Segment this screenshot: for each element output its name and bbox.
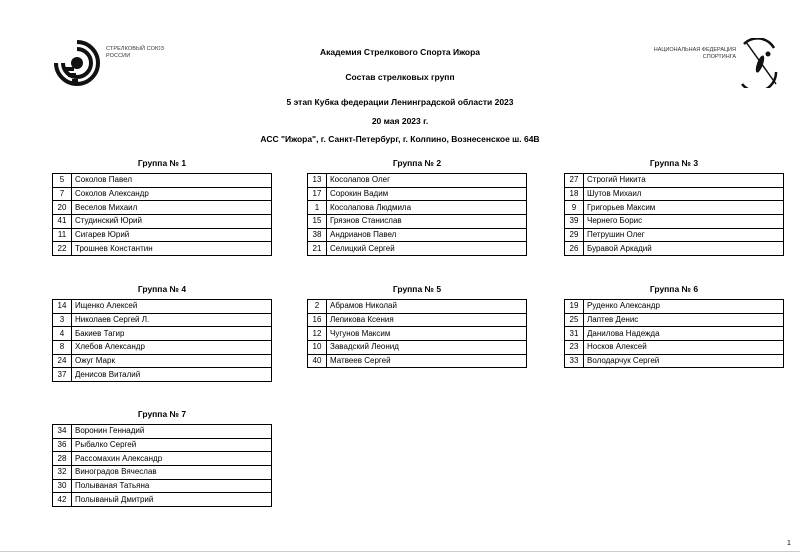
group-2 [307,157,527,256]
table-row [565,341,784,355]
shooter-number: 42 [53,493,72,507]
shooter-name: Абрамов Николай [327,300,527,314]
shooter-number: 12 [308,327,327,341]
group-table [52,299,272,382]
shooter-number: 24 [53,354,72,368]
shooter-name: Сорокин Вадим [327,187,527,201]
shooter-number: 30 [53,479,72,493]
table-row [53,466,272,480]
shooter-name: Бакиев Тагир [72,327,272,341]
shooter-name: Грязнов Станислав [327,215,527,229]
shooter-number: 1 [308,201,327,215]
shooter-name: Шутов Михаил [584,187,784,201]
shooter-name: Рассомахин Александр [72,452,272,466]
shooter-name: Косолапов Олег [327,174,527,188]
table-row [308,313,527,327]
table-row [308,341,527,355]
table-row [53,187,272,201]
shooter-number: 22 [53,242,72,256]
table-row [308,228,527,242]
shooter-number: 16 [308,313,327,327]
table-row [53,438,272,452]
group-5 [307,283,527,368]
shooter-name: Рыбалко Сергей [72,438,272,452]
shooter-number: 32 [53,466,72,480]
table-row [565,215,784,229]
group-table [564,299,784,368]
shooter-number: 11 [53,228,72,242]
shooter-name: Денисов Виталий [72,368,272,382]
shooter-name: Студинский Юрий [72,215,272,229]
group-3 [564,157,784,256]
shooter-name: Завадский Леонид [327,341,527,355]
shooter-number: 39 [565,215,584,229]
table-row [53,327,272,341]
table-row [53,174,272,188]
shooter-number: 20 [53,201,72,215]
shooter-name: Носков Алексей [584,341,784,355]
left-logo-text: СТРЕЛКОВЫЙ СОЮЗ РОССИИ [106,46,165,59]
table-row [565,228,784,242]
table-row [53,313,272,327]
shooter-number: 36 [53,438,72,452]
shooter-name: Чернего Борис [584,215,784,229]
table-row [53,452,272,466]
table-row [53,368,272,382]
table-row [308,242,527,256]
shooter-name: Воронин Геннадий [72,425,272,439]
table-row [308,215,527,229]
shooter-number: 19 [565,300,584,314]
table-row [53,425,272,439]
table-row [565,187,784,201]
shooter-name: Данилова Надежда [584,327,784,341]
group-6 [564,283,784,368]
table-row [565,242,784,256]
page-number: 1 [787,540,791,547]
shooter-number: 28 [53,452,72,466]
shooter-name: Сигарев Юрий [72,228,272,242]
shooter-number: 9 [565,201,584,215]
shooter-name: Селицкий Сергей [327,242,527,256]
group-title: Группа № 2 [392,158,442,168]
shooter-number: 18 [565,187,584,201]
event-name: 5 этап Кубка федерации Ленинградской области 2023 [286,97,514,107]
right-logo-text: НАЦИОНАЛЬНАЯ ФЕДЕРАЦИЯ СПОРТИНГА [653,47,736,60]
table-row [565,300,784,314]
shooter-name: Петрушин Олег [584,228,784,242]
shooter-name: Николаев Сергей Л. [72,313,272,327]
table-row [565,354,784,368]
group-table [52,424,272,507]
group-title: Группа № 1 [137,158,187,168]
shooter-number: 37 [53,368,72,382]
group-table [307,299,527,368]
shooter-number: 2 [308,300,327,314]
group-table [307,173,527,256]
group-title: Группа № 4 [137,284,187,294]
shooter-number: 40 [308,354,327,368]
table-row [565,174,784,188]
shooter-name: Соколов Павел [72,174,272,188]
group-1 [52,157,272,256]
group-title: Группа № 3 [649,158,699,168]
shooter-number: 3 [53,313,72,327]
shooter-number: 27 [565,174,584,188]
organization-name: Академия Стрелкового Спорта Ижора [319,47,481,57]
shooter-name: Хлебов Александр [72,341,272,355]
event-venue: АСС "Ижора", г. Санкт-Петербург, г. Колпино, Вознесенское ш. 64В [260,134,540,144]
shooter-name: Полываный Дмитрий [72,493,272,507]
document-title: Состав стрелковых групп [345,72,455,82]
shooter-number: 8 [53,341,72,355]
shooter-name: Чугунов Максим [327,327,527,341]
table-row [53,493,272,507]
table-row [308,300,527,314]
shooter-name: Ожуг Марк [72,354,272,368]
shooter-number: 33 [565,354,584,368]
group-title: Группа № 5 [392,284,442,294]
shooter-number: 14 [53,300,72,314]
shooter-name: Матвеев Сергей [327,354,527,368]
table-row [53,201,272,215]
shooter-number: 26 [565,242,584,256]
group-7 [52,408,272,507]
table-row [53,300,272,314]
table-row [308,327,527,341]
shooter-number: 17 [308,187,327,201]
shooter-number: 38 [308,228,327,242]
page-bottom-edge [0,551,800,552]
shooter-number: 15 [308,215,327,229]
table-row [53,341,272,355]
shooter-number: 23 [565,341,584,355]
shooter-number: 29 [565,228,584,242]
shooter-number: 5 [53,174,72,188]
shooter-number: 4 [53,327,72,341]
shooter-name: Лаптев Денис [584,313,784,327]
shooter-number: 31 [565,327,584,341]
table-row [53,479,272,493]
table-row [53,242,272,256]
shooter-number: 13 [308,174,327,188]
group-table [564,173,784,256]
shooter-name: Полываная Татьяна [72,479,272,493]
shooter-number: 10 [308,341,327,355]
shooter-name: Андрианов Павел [327,228,527,242]
table-row [308,187,527,201]
shooter-name: Руденко Александр [584,300,784,314]
shooter-name: Володарчук Сергей [584,354,784,368]
shooter-name: Трошнев Константин [72,242,272,256]
shooter-number: 25 [565,313,584,327]
shooter-name: Соколов Александр [72,187,272,201]
shooter-name: Григорьев Максим [584,201,784,215]
shooter-name: Виноградов Вячеслав [72,466,272,480]
table-row [53,215,272,229]
table-row [53,354,272,368]
shooter-name: Косолапова Людмила [327,201,527,215]
shooter-name: Буравой Аркадий [584,242,784,256]
shooter-number: 41 [53,215,72,229]
shooter-number: 21 [308,242,327,256]
table-row [53,228,272,242]
group-title: Группа № 7 [137,409,187,419]
shooter-name: Веселов Михаил [72,201,272,215]
shooter-name: Ищенко Алексей [72,300,272,314]
shooter-number: 7 [53,187,72,201]
shooter-name: Лепикова Ксения [327,313,527,327]
event-date: 20 мая 2023 г. [371,116,429,126]
table-row [565,313,784,327]
shooter-number: 34 [53,425,72,439]
table-row [565,327,784,341]
group-table [52,173,272,256]
shooter-name: Строгий Никита [584,174,784,188]
group-title: Группа № 6 [649,284,699,294]
group-4 [52,283,272,382]
table-row [308,201,527,215]
table-row [308,174,527,188]
table-row [565,201,784,215]
table-row [308,354,527,368]
